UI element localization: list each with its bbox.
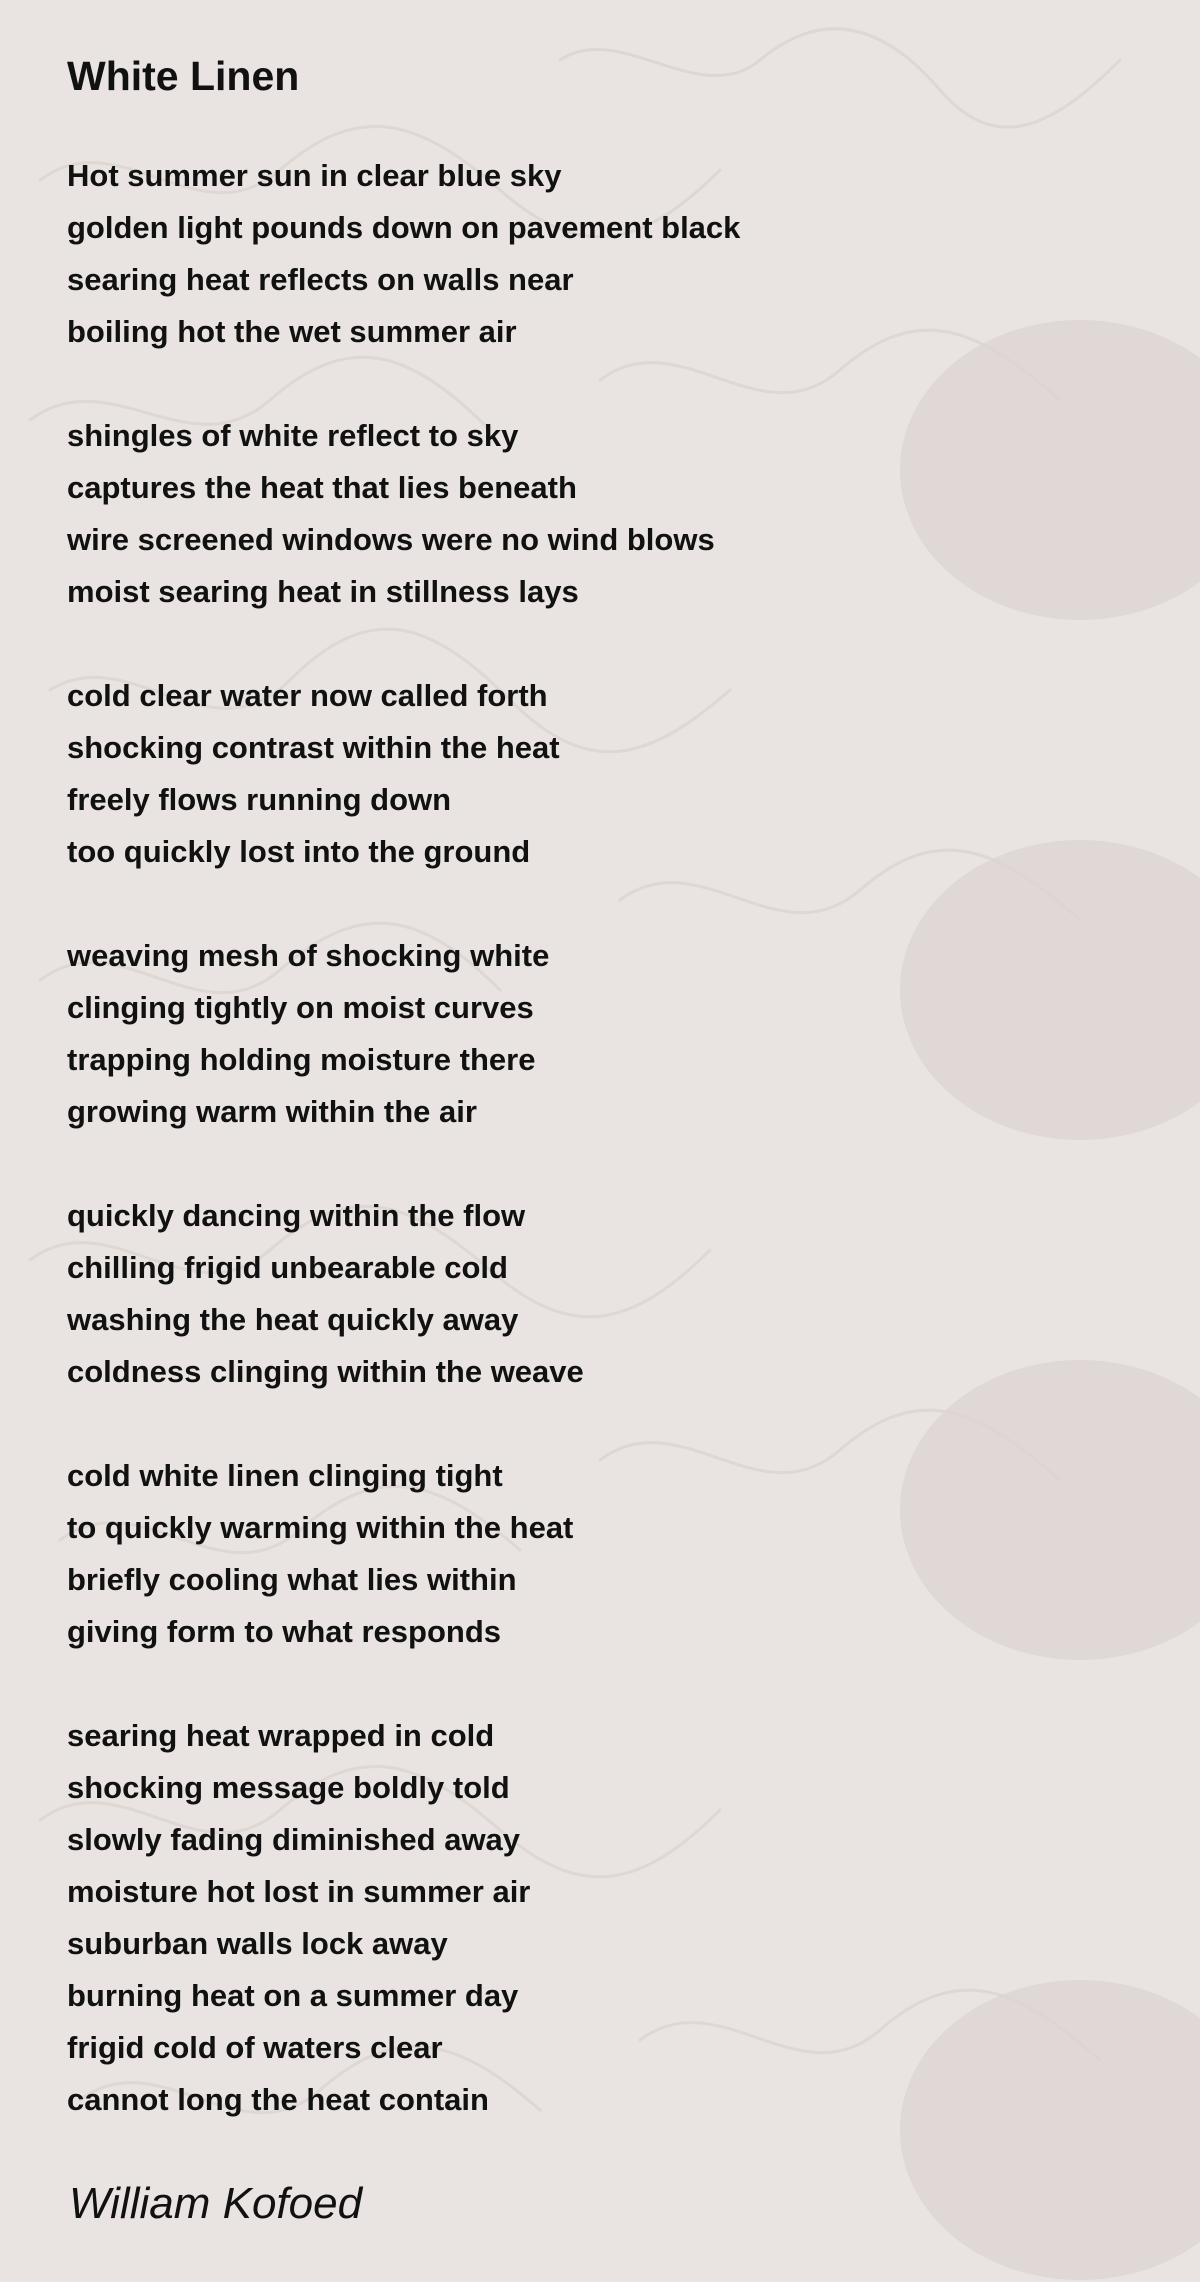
poem-line: golden light pounds down on pavement black — [67, 210, 741, 245]
poem-line: cannot long the heat contain — [67, 2082, 489, 2117]
poem-line: too quickly lost into the ground — [67, 834, 531, 869]
poem-line: Hot summer sun in clear blue sky — [67, 158, 562, 193]
poem-line: boiling hot the wet summer air — [67, 314, 517, 349]
stanza-3 — [67, 670, 1067, 878]
stanza-1 — [67, 150, 1067, 358]
poem-line: suburban walls lock away — [67, 1926, 448, 1961]
poem-line: clinging tightly on moist curves — [67, 990, 534, 1025]
stanza-7 — [67, 1710, 1067, 2126]
stanza-5 — [67, 1190, 1067, 1398]
poem-line: quickly dancing within the flow — [67, 1198, 526, 1233]
poem-line: moist searing heat in stillness lays — [67, 574, 579, 609]
poem-line: growing warm within the air — [67, 1094, 477, 1129]
poem-line: shocking contrast within the heat — [67, 730, 560, 765]
poem-line: coldness clinging within the weave — [67, 1354, 584, 1389]
poem-line: briefly cooling what lies within — [67, 1562, 517, 1597]
poem-line: burning heat on a summer day — [67, 1978, 519, 2013]
poem-line: cold white linen clinging tight — [67, 1458, 503, 1493]
poem-line: frigid cold of waters clear — [67, 2030, 443, 2065]
poem-line: slowly fading diminished away — [67, 1822, 521, 1857]
poem-line: captures the heat that lies beneath — [67, 470, 577, 505]
poem-line: moisture hot lost in summer air — [67, 1874, 531, 1909]
poem-line: searing heat wrapped in cold — [67, 1718, 495, 1753]
poem-author: William Kofoed — [69, 2179, 363, 2228]
stanza-4 — [67, 930, 1067, 1138]
poem-body — [67, 150, 1067, 2126]
poem-line: searing heat reflects on walls near — [67, 262, 574, 297]
poem-line: to quickly warming within the heat — [67, 1510, 574, 1545]
poem-line: trapping holding moisture there — [67, 1042, 536, 1077]
stanza-2 — [67, 410, 1067, 618]
poem-title: White Linen — [67, 53, 300, 99]
poem-line: shingles of white reflect to sky — [67, 418, 519, 453]
poem-line: washing the heat quickly away — [67, 1302, 519, 1337]
poem-line: shocking message boldly told — [67, 1770, 510, 1805]
stanza-6 — [67, 1450, 1067, 1658]
poem-line: freely flows running down — [67, 782, 452, 817]
poem-line: chilling frigid unbearable cold — [67, 1250, 508, 1285]
poem-line: weaving mesh of shocking white — [67, 938, 550, 973]
poem-line: wire screened windows were no wind blows — [67, 522, 715, 557]
poem-line: cold clear water now called forth — [67, 678, 548, 713]
poem-line: giving form to what responds — [67, 1614, 502, 1649]
